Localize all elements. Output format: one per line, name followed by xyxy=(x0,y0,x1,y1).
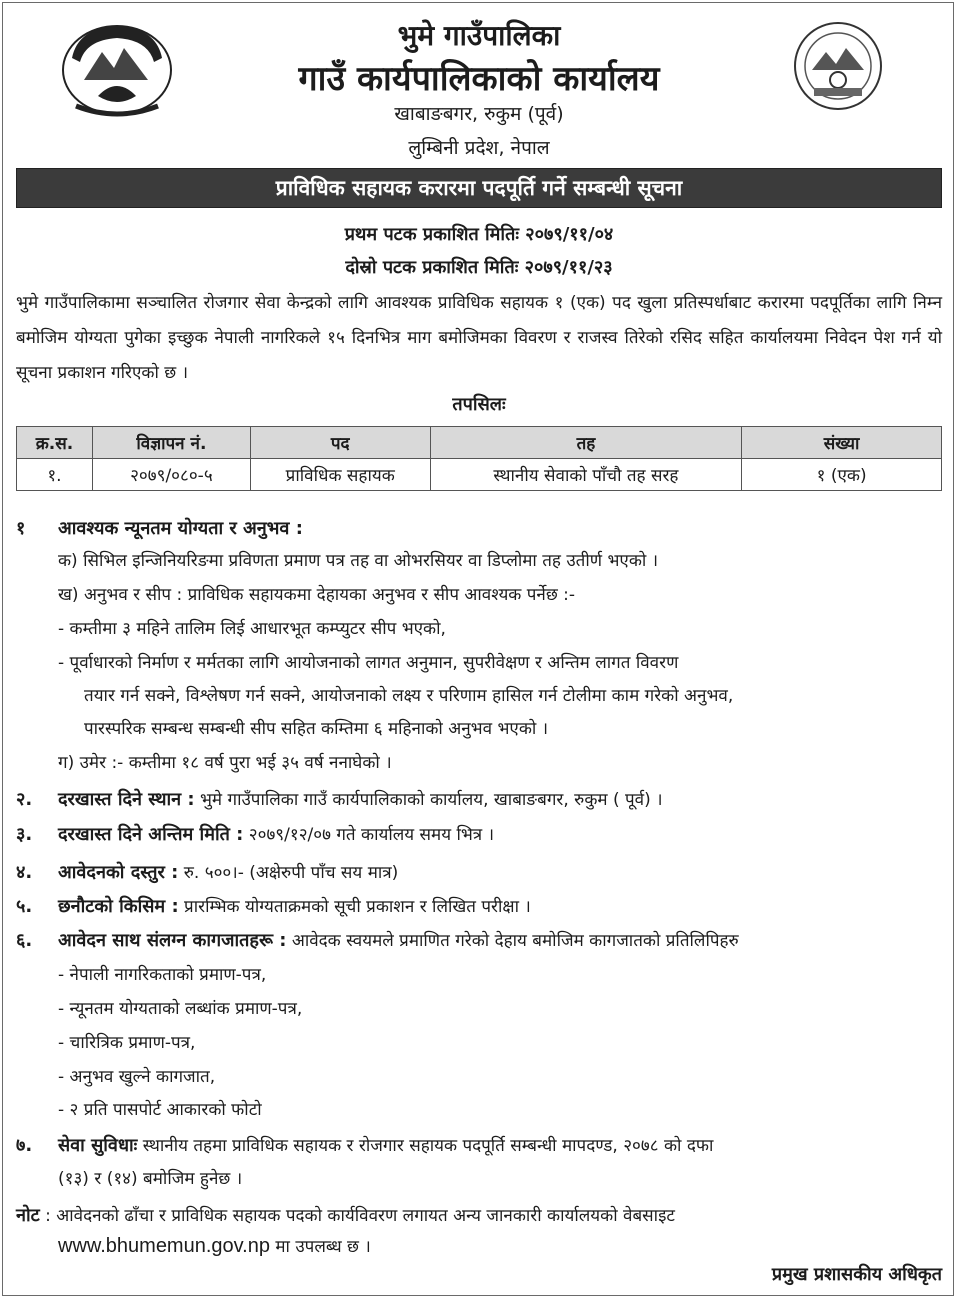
section-4-text: रु. ५००।- (अक्षेरुपी पाँच सय मात्र) xyxy=(183,863,399,883)
cell-level: स्थानीय सेवाको पाँचौ तह सरह xyxy=(430,459,742,491)
section-6-number: ६. xyxy=(16,930,33,951)
document-item: - २ प्रति पासपोर्ट आकारको फोटो xyxy=(58,1100,262,1120)
note-label: नोट xyxy=(16,1205,40,1226)
section-4-title: आवेदनको दस्तुर : xyxy=(58,862,179,883)
qualification-ka: क) सिभिल इन्जिनियरिङमा प्रविणता प्रमाण पत्र तह वा ओभरसियर वा डिप्लोमा तह उतीर्ण भएको । xyxy=(58,551,659,571)
header-ad-number: विज्ञापन नं. xyxy=(92,427,250,459)
section-5-number: ५. xyxy=(16,896,33,917)
notice-title-banner: प्राविधिक सहायक करारमा पदपूर्ति गर्ने सम्बन्धी सूचना xyxy=(16,168,942,208)
section-5 xyxy=(58,894,531,918)
cell-ad-number: २०७९/०८०-५ xyxy=(92,459,250,491)
section-2-title: दरखास्त दिने स्थान : xyxy=(58,789,195,810)
municipality-name: भुमे गाउँपालिका xyxy=(397,19,561,52)
section-6-title: आवेदन साथ संलग्न कागजातहरू : xyxy=(58,930,287,951)
section-2 xyxy=(58,787,663,811)
second-published-date: दोस्रो पटक प्रकाशित मितिः २०७९/११/२३ xyxy=(345,257,613,278)
document-item: - अनुभव खुल्ने कागजात, xyxy=(58,1067,216,1087)
document-item: - न्यूनतम योग्यताको लब्धांक प्रमाण-पत्र, xyxy=(58,999,303,1019)
cell-count: १ (एक) xyxy=(742,459,942,491)
section-2-text: भुमे गाउँपालिका गाउँ कार्यपालिकाको कार्यालय, खाबाङबगर, रुकुम ( पूर्व) । xyxy=(199,790,663,810)
header-serial: क्र.स. xyxy=(17,427,93,459)
signature-title: प्रमुख प्रशासकीय अधिकृत xyxy=(771,1264,942,1285)
qualification-kha: ख) अनुभव र सीप : प्राविधिक सहायकमा देहायका अनुभव र सीप आवश्यक पर्नेछ :- xyxy=(58,585,576,605)
letterhead xyxy=(0,0,958,170)
section-7-text-line-2: (१३) र (१४) बमोजिम हुनेछ । xyxy=(58,1169,243,1189)
table-title: तपसिलः xyxy=(452,394,506,415)
experience-item-1: - कम्तीमा ३ महिने तालिम लिई आधारभूत कम्प्युटर सीप भएको, xyxy=(58,619,446,639)
cell-serial: १. xyxy=(17,459,93,491)
cell-post: प्राविधिक सहायक xyxy=(250,459,430,491)
section-1-title: आवश्यक न्यूनतम योग्यता र अनुभव : xyxy=(58,518,303,539)
section-3-number: ३. xyxy=(16,824,33,845)
table-header-row xyxy=(17,427,942,459)
section-5-text: प्रारम्भिक योग्यताक्रमको सूची प्रकाशन र लिखित परीक्षा । xyxy=(184,897,531,917)
municipality-logo-icon xyxy=(792,20,884,112)
header-count: संख्या xyxy=(742,427,942,459)
intro-line-2: करारमा पदपूर्तिका लागि निम्न बमोजिम योग्यता पुगेका इच्छुक नेपाली नागरिकले १५ दिनभित्र माग बमोजिमका विवरण xyxy=(16,293,943,348)
header-level: तह xyxy=(430,427,742,459)
qualification-ga-age: ग) उमेर :- कम्तीमा १८ वर्ष पुरा भई ३५ वर्ष ननाघेको । xyxy=(58,753,392,773)
note-text-line-2: मा उपलब्ध छ । xyxy=(269,1237,371,1257)
section-7-text-line-1: स्थानीय तहमा प्राविधिक सहायक र रोजगार सहायक पदपूर्ति सम्बन्धी मापदण्ड, २०७८ को दफा xyxy=(142,1136,714,1156)
note-line-2 xyxy=(58,1234,371,1258)
address-line-2: लुम्बिनी प्रदेश, नेपाल xyxy=(408,137,550,159)
intro-paragraph xyxy=(16,286,942,391)
note-text-line-1: : आवेदनको ढाँचा र प्राविधिक सहायक पदको कार्यविवरण लगायत अन्य जानकारी कार्यालयको वेबसाइट xyxy=(45,1206,675,1226)
section-4 xyxy=(58,860,398,884)
document-item: - नेपाली नागरिकताको प्रमाण-पत्र, xyxy=(58,965,267,985)
header-post: पद xyxy=(250,427,430,459)
experience-item-2-line-1: - पूर्वाधारको निर्माण र मर्मतका लागि आयोजनाको लागत अनुमान, सुपरीवेक्षण र अन्तिम लागत विवरण xyxy=(58,653,679,673)
section-2-number: २. xyxy=(16,789,33,810)
note xyxy=(16,1203,675,1227)
office-name: गाउँ कार्यपालिकाको कार्यालय xyxy=(298,59,660,99)
table-row xyxy=(17,459,942,491)
section-1-number: १ xyxy=(16,518,26,539)
section-5-title: छनौटको किसिम : xyxy=(58,896,179,917)
document-item: - चारित्रिक प्रमाण-पत्र, xyxy=(58,1033,196,1053)
intro-line-1: भुमे गाउँपालिकामा सञ्चालित रोजगार सेवा केन्द्रको लागि आवश्यक प्राविधिक सहायक १ (एक) पद खुला प्रतिस्पर्धाबाट xyxy=(16,293,752,313)
section-3-text: २०७९/१२/०७ गते कार्यालय समय भित्र । xyxy=(248,825,495,845)
section-3-title: दरखास्त दिने अन्तिम मिति : xyxy=(58,824,244,845)
intro-line-3: र राजस्व तिरेको रसिद सहित कार्यालयमा निवेदन पेश गर्न यो सूचना प्रकाशन गरिएको छ । xyxy=(16,328,942,383)
section-7 xyxy=(58,1133,713,1157)
experience-item-2-line-3: पारस्परिक सम्बन्ध सम्बन्धी सीप सहित कम्तिमा ६ महिनाको अनुभव भएको । xyxy=(84,719,549,739)
section-4-number: ४. xyxy=(16,862,33,883)
section-6-text: आवेदक स्वयमले प्रमाणित गरेको देहाय बमोजिम कागजातको प्रतिलिपिहरु xyxy=(291,931,739,951)
section-6 xyxy=(58,928,739,952)
section-3 xyxy=(58,822,494,846)
vacancy-table xyxy=(16,426,942,491)
first-published-date: प्रथम पटक प्रकाशित मितिः २०७९/११/०४ xyxy=(344,224,614,245)
section-7-number: ७. xyxy=(16,1135,33,1156)
address-line-1: खाबाङबगर, रुकुम (पूर्व) xyxy=(394,103,564,125)
section-7-title: सेवा सुविधाः xyxy=(58,1135,138,1156)
website-url[interactable]: www.bhumemun.gov.np xyxy=(58,1235,270,1257)
experience-item-2-line-2: तयार गर्न सक्ने, विश्लेषण गर्न सक्ने, आयोजनाको लक्ष्य र परिणाम हासिल गर्न टोलीमा काम गरेको अनुभव, xyxy=(84,686,734,706)
